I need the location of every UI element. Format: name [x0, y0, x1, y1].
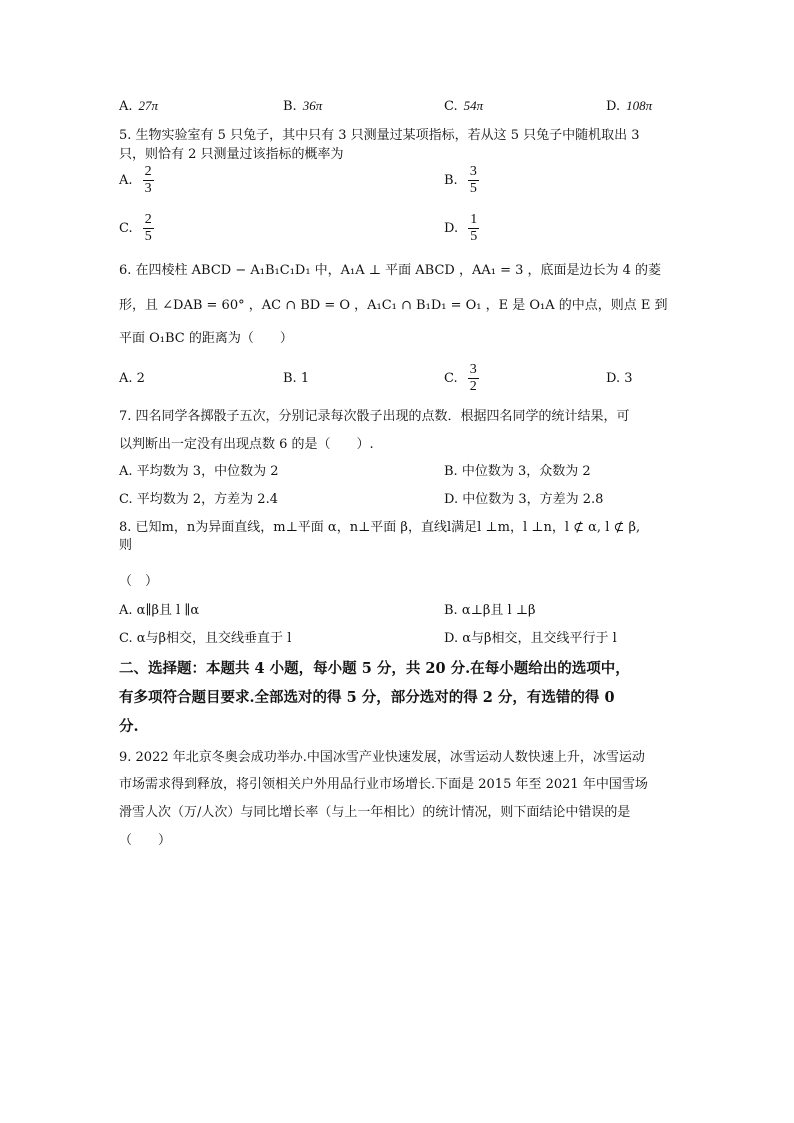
q7-option-b[interactable]: B. 中位数为 3，众数为 2	[444, 464, 591, 479]
q6-option-b[interactable]: B. 1	[283, 371, 310, 386]
q6-stem-line1: 6. 在四棱柱 ABCD − A₁B₁C₁D₁ 中，A₁A ⊥ 平面 ABCD ，AA₁ = 3 ，底面是边长为 4 的菱	[119, 263, 662, 278]
q8-option-c[interactable]: C. α与β相交，且交线垂直于 l	[119, 631, 292, 646]
q5-option-d[interactable]: D. $\frac{1}{5}$	[444, 212, 478, 244]
q6-option-d[interactable]: D. 3	[606, 371, 633, 386]
q9-stem-line1: 9. 2022 年北京冬奥会成功举办.中国冰雪产业快速发展，冰雪运动人数快速上升，冰雪运动	[119, 750, 645, 765]
fraction: $\frac{3}{2}$	[469, 362, 477, 394]
q8-option-b[interactable]: B. α⊥β且 l ⊥β	[444, 603, 536, 618]
q6-stem-line3: 平面 O₁BC 的距离为（ ）	[119, 331, 293, 346]
q8-stem-line1: 8. 已知m，n为异面直线，m⊥平面 α，n⊥平面 β，直线l满足l ⊥m，l ⊥n，l ⊄ α, l ⊄ β,	[119, 520, 641, 535]
q9-stem-line3: 滑雪人次（万/人次）与同比增长率（与上一年相比）的统计情况，则下面结论中错误的是	[119, 805, 631, 820]
q5-stem-line1: 5. 生物实验室有 5 只兔子，其中只有 3 只测量过某项指标，若从这 5 只兔子中随机取出 3	[119, 128, 640, 143]
q9-stem-line4: （ ）	[119, 833, 172, 848]
q6-option-c[interactable]: C. $\frac{3}{2}$	[444, 362, 477, 394]
fraction: $\frac{3}{5}$	[469, 164, 477, 196]
section2-heading-line3: 分.	[119, 718, 139, 735]
q6-option-a[interactable]: A. 2	[119, 371, 145, 386]
q4-option-b[interactable]: B. 36π	[283, 98, 323, 114]
fraction: $\frac{1}{5}$	[470, 212, 478, 244]
q6-stem-line2: 形，且 ∠DAB = 60° ，AC ∩ BD = O ，A₁C₁ ∩ B₁D₁ = O₁ ，E 是 O₁A 的中点，则点 E 到	[119, 298, 668, 313]
q5-option-c[interactable]: C. $\frac{2}{5}$	[119, 212, 152, 244]
q5-option-a[interactable]: A. $\frac{2}{3}$	[119, 164, 152, 196]
q7-option-d[interactable]: D. 中位数为 3，方差为 2.8	[444, 492, 604, 507]
q5-option-b[interactable]: B. $\frac{3}{5}$	[444, 164, 477, 196]
q7-stem-line1: 7. 四名同学各掷骰子五次，分别记录每次骰子出现的点数．根据四名同学的统计结果，可	[119, 409, 630, 424]
q8-option-a[interactable]: A. α∥β且 l ∥α	[119, 603, 200, 618]
q9-stem-line2: 市场需求得到释放，将引领相关户外用品行业市场增长.下面是 2015 年至 2021 年中国雪场	[119, 777, 648, 792]
q8-stem-line3: （ ）	[119, 574, 159, 589]
q7-stem-line2: 以判断出一定没有出现点数 6 的是（ ）.	[119, 437, 374, 452]
q5-stem-line2: 只，则恰有 2 只测量过该指标的概率为	[119, 147, 344, 162]
fraction: $\frac{2}{5}$	[144, 212, 152, 244]
section2-heading-line1: 二、选择题：本题共 4 小题，每小题 5 分，共 20 分.在每小题给出的选项中，	[119, 660, 630, 677]
q4-option-d[interactable]: D. 108π	[606, 98, 653, 114]
q4-option-a[interactable]: A. 27π	[119, 98, 159, 114]
q8-stem-line2: 则	[119, 538, 133, 553]
q8-option-d[interactable]: D. α与β相交，且交线平行于 l	[444, 631, 617, 646]
fraction: $\frac{2}{3}$	[144, 164, 152, 196]
q7-option-a[interactable]: A. 平均数为 3，中位数为 2	[119, 464, 279, 479]
q4-option-c[interactable]: C. 54π	[444, 98, 484, 114]
section2-heading-line2: 有多项符合题目要求.全部选对的得 5 分，部分选对的得 2 分，有选错的得 0	[119, 689, 615, 706]
q7-option-c[interactable]: C. 平均数为 2，方差为 2.4	[119, 492, 278, 507]
